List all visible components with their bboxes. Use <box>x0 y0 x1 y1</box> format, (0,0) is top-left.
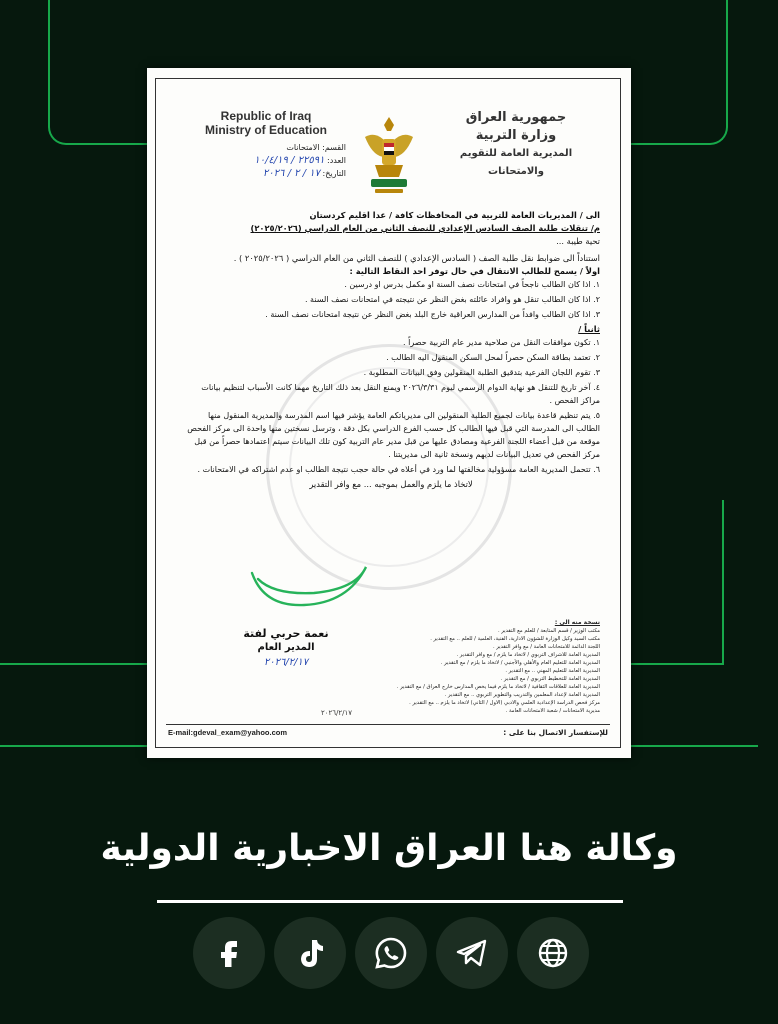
recipient-line: الى / المديريات العامة للتربية في المحافظات كافة / عدا اقليم كردستان <box>309 210 600 220</box>
list-item: ١. تكون موافقات النقل من صلاحية مدير عام التربية حصراً . <box>403 338 600 347</box>
closing-line: لاتخاذ ما يلزم والعمل بموجبه ... مع وافر التقدير <box>309 479 473 489</box>
contact-label: للإستفسار الاتصال بنا على : <box>503 728 608 737</box>
list-item: المديرية العامة للتخطيط التربوي / مع التقدير . <box>500 676 600 682</box>
list-item: مركز فحص الدراسة الإعدادية العلمي والادبي (الاول / الثاني) لاتخاذ ما يلزم .. مع التقدير . <box>409 700 600 706</box>
list-item: ٤. آخر تاريخ للتنقل هو نهاية الدوام الرسمي ليوم ٢٠٢٦/٣/٣١ ويمنع النقل بعد ذلك التاريخ مهما كانت الأسباب لتنظيم بيانات مراكز الفحص . <box>201 383 600 405</box>
social-links <box>0 917 778 991</box>
decorative-divider-line <box>722 500 724 665</box>
letter-meta <box>196 141 346 180</box>
stamp-date: ٢٠٢٦/٢/١٧ <box>321 709 353 717</box>
brand-underline <box>157 900 623 903</box>
date-value: ١٧ / ٢ / ٢٠٢٦ <box>262 168 320 179</box>
signature-date: ٢٠٢٦/٢/١٧ <box>263 657 309 668</box>
telegram-button[interactable] <box>436 917 508 989</box>
list-item: ١. اذا كان الطالب ناجحاً في امتحانات نصف السنة او مكمل بدرس او درسين . <box>344 280 600 289</box>
subject-line: م/ تنقلات طلبة الصف السادس الإعدادي للنصف الثاني من العام الدراسي (٢٠٢٥/٢٠٢٦) <box>250 223 600 233</box>
date-label: التاريخ: <box>322 169 346 178</box>
handwritten-signature <box>244 559 374 619</box>
first-heading: اولاً / يسمح للطالب الانتقال في حال توفر احد النقاط التالية : <box>349 266 600 276</box>
list-item: ٣. اذا كان الطالب وافداً من المدارس العراقية خارج البلد بغض النظر عن نتيجة امتحانات نصف السنة . <box>265 310 600 319</box>
number-row <box>196 154 346 167</box>
list-item: المديرية العامة للعلاقات الثقافية / لاتخاذ ما يلزم فيما يخص المدارس خارج العراق / مع التقدير . <box>396 684 600 690</box>
contact-email: E-mail:gdeval_exam@yahoo.com <box>168 728 288 737</box>
facebook-button[interactable] <box>193 917 265 989</box>
list-item: ٦. تتحمل المديرية العامة مسؤولية مخالفتها لما ورد في أعلاه في حالة حجب نتيجة الطالب او عدم اشتراكه في الامتحانات . <box>197 465 600 474</box>
list-item: ٢. تعتمد بطاقة السكن حصراً لمحل السكن المنقول اليه الطالب . <box>386 353 600 362</box>
english-letterhead <box>186 109 346 137</box>
second-rules-list <box>182 336 600 476</box>
whatsapp-icon <box>371 933 411 973</box>
number-value: ٢٢٥٩١ / ١٠/٤/١٩ <box>254 155 325 166</box>
signatory-title: المدير العام <box>257 642 315 653</box>
letter-footer <box>166 724 610 741</box>
number-label: العدد: <box>327 156 346 165</box>
iraq-eagle-emblem-icon <box>361 113 417 197</box>
signature-block <box>226 627 346 668</box>
agency-brand-title: وكالة هنا العراق الاخبارية الدولية <box>100 828 678 869</box>
tiktok-button[interactable] <box>274 917 346 989</box>
whatsapp-button[interactable] <box>355 917 427 989</box>
list-item: مديرية الامتحانات / شعبة الامتحانات العامة . <box>505 708 600 714</box>
letterhead-ministry: Ministry of Education <box>204 123 327 137</box>
list-item: مكتب السيد وكيل الوزارة للشؤون الادارية، الفنية، العلمية / للعلم .. مع التقدير . <box>430 636 600 642</box>
letter-border <box>155 78 621 748</box>
letterhead-country: Republic of Iraq <box>220 109 312 123</box>
list-item: ٢. اذا كان الطالب تنقل هو وافراد عائلته بغض النظر عن نتيجته في امتحانات نصف السنة . <box>304 295 600 304</box>
date-row <box>196 167 346 180</box>
list-item: مكتب الوزير / قسم المتابعة / للعلم مع التقدير . <box>497 628 600 634</box>
intro-paragraph: استناداً الى ضوابط نقل طلبة الصف ( السادس الإعدادي ) للنصف الثاني من العام الدراسي ( ٢٠٢٥/٢٠٢٦ ) . <box>233 253 600 263</box>
list-item: المديرية العامة للتعليم العام والأهلي والأجنبي / لاتخاذ ما يلزم / مع التقدير . <box>440 660 600 666</box>
list-item: المديرية العامة للاشراف التربوي / لاتخاذ ما يلزم / مع وافر التقدير . <box>456 652 600 658</box>
list-item: المديرية العامة لإعداد المعلمين والتدريب والتطوير التربوي .. مع التقدير . <box>444 692 600 698</box>
first-conditions-list <box>182 278 600 321</box>
greeting: تحية طيبة ... <box>556 236 600 246</box>
letter-body <box>182 209 600 491</box>
tiktok-icon <box>290 933 330 973</box>
telegram-icon <box>452 933 492 973</box>
list-item: ٣. تقوم اللجان الفرعية بتدقيق الطلبة المنقولين وفق البيانات المطلوبة . <box>363 368 600 377</box>
letterhead-ar-country: جمهورية العراق <box>465 110 567 125</box>
section-label: القسم: الامتحانات <box>286 143 346 152</box>
second-heading: ثانياً / <box>578 324 600 334</box>
letterhead-ar-ministry: وزارة التربية <box>475 128 557 143</box>
list-item: ٥. يتم تنظيم قاعدة بيانات لجميع الطلبة المنقولين الى مديرياتكم العامة يؤشر فيها اسم المدرسة والمديرية المنقول منها الطالب الى المدرسة التي قبل فيها الطالب كل حسب الفرع الدراسي بكل دقة ، وترسل نسختين منها واحدة الى مركز الفحص موقعة من قبل أعضاء اللجنة الفرعية ومصادق عليها من قبل مدير عام التربية كون تلك البيانات سيتم اعتمادها حصراً من قبل مركز الفحص في تعديل البيانات لديهم ونسخة ثانية الى مديريتنا . <box>187 411 600 459</box>
copies-heading: نسخة منه الى : <box>554 619 600 626</box>
copies-list <box>390 619 600 715</box>
globe-icon <box>533 933 573 973</box>
arabic-letterhead <box>446 109 586 181</box>
website-button[interactable] <box>517 917 589 989</box>
list-item: المديرية العامة للتعليم المهني .. مع التقدير . <box>505 668 600 674</box>
letterhead-ar-directorate: المديرية العامة للتقويم والامتحانات <box>459 148 573 177</box>
facebook-icon <box>209 933 249 973</box>
signatory-name: نعمة حربي لفتة <box>243 627 329 640</box>
list-item: اللجنة الدائمة للامتحانات العامة / مع وافر التقدير . <box>492 644 600 650</box>
official-letter-photo <box>147 68 631 758</box>
